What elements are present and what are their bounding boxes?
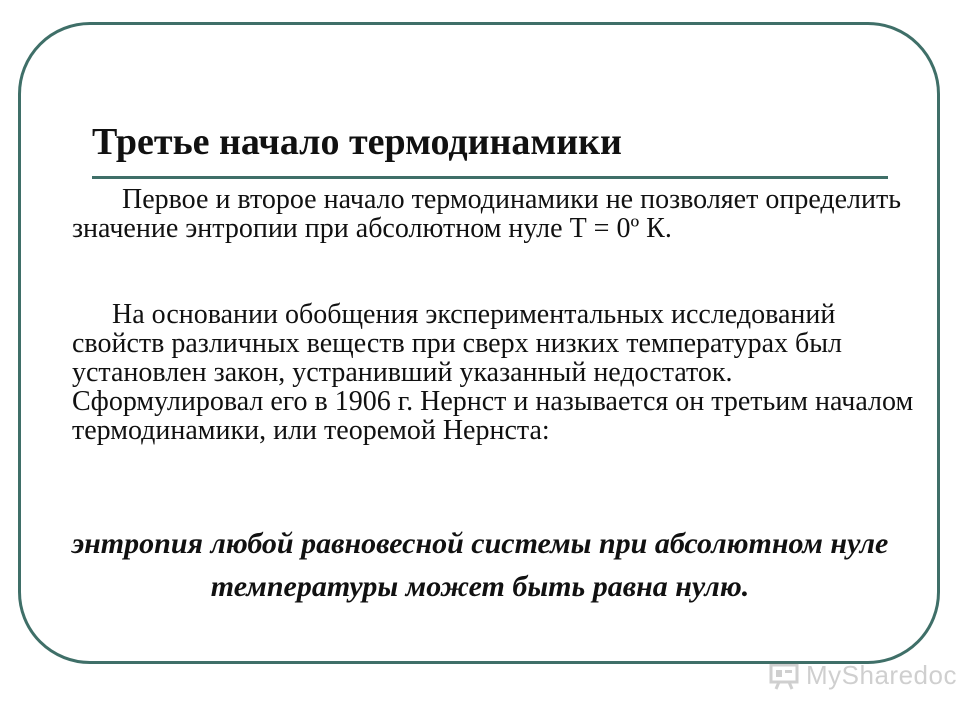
watermark [768,655,957,695]
watermark-text: MySharedoc [806,659,957,690]
paragraph-nernst: На основании обобщения экспериментальных исследований свойств различных веществ при сверх низких температурах был установлен закон, устранивший указанный недостаток. Сформулировал его в 1906 г. Нернст и называется он третьим началом термодинамики, или теоремой Нернста: [72,299,914,446]
title-underline [92,176,888,179]
presentation-board-icon [768,659,800,691]
nernst-theorem-statement: энтропия любой равновесной системы при абсолютном нуле температуры может быть равна нулю. [71,527,889,603]
slide-title: Третье начало термодинамики [92,121,622,163]
paragraph-intro: Первое и второе начало термодинамики не позволяет определить значение энтропии при абсолютном нуле Т = 0º К. [72,184,902,244]
